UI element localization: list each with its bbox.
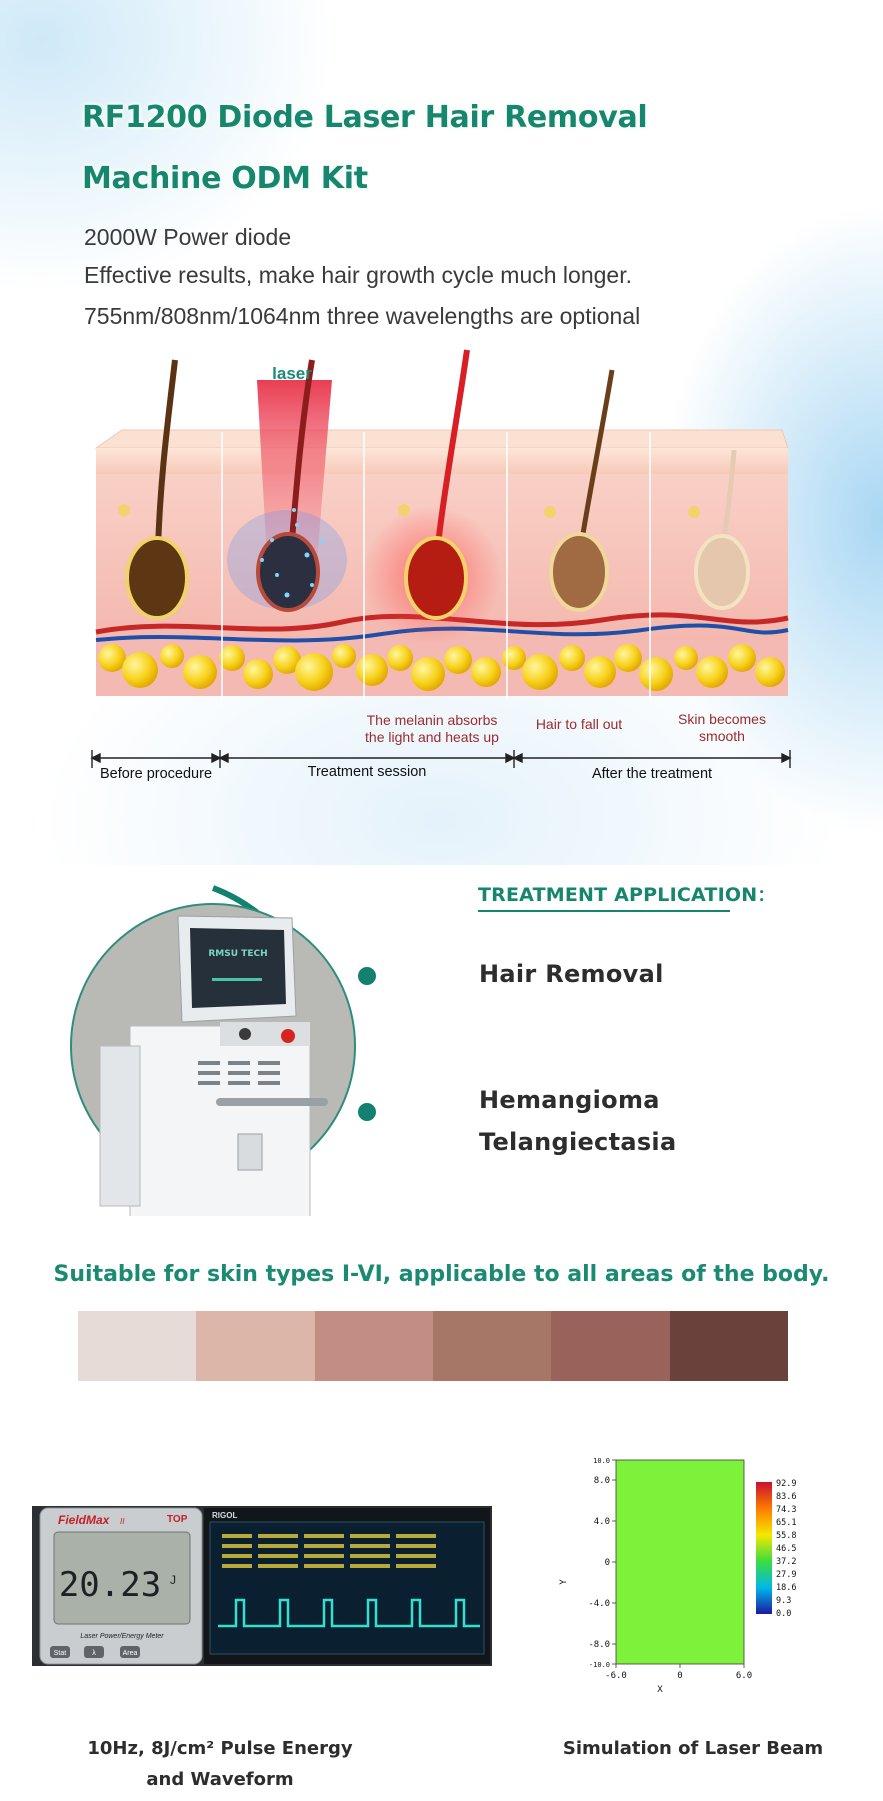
beam-y-tick: 10.0 xyxy=(593,1458,610,1465)
skin-types-caption: Suitable for skin types I-VI, applicable to all areas of the body. xyxy=(53,1262,830,1287)
skin-surface xyxy=(96,430,788,448)
treatment-application-heading: TREATMENT APPLICATION： xyxy=(478,884,777,906)
meter-button-stat: Stat xyxy=(53,1650,67,1657)
colorbar-label: 37.2 xyxy=(776,1557,797,1567)
stage-note-fall-out: Hair to fall out xyxy=(535,716,623,732)
energy-meter-and-oscilloscope-photo xyxy=(32,1506,492,1666)
scope-brand: RIGOL xyxy=(212,1511,238,1520)
beam-x-label: X xyxy=(657,1685,663,1695)
meter-model: TOP xyxy=(167,1514,188,1525)
colorbar-label: 9.3 xyxy=(776,1596,792,1606)
epidermis-layer xyxy=(96,448,788,474)
machine-logo: RMSU TECH xyxy=(208,949,268,959)
beam-y-tick: -10.0 xyxy=(588,1661,610,1669)
application-hemangioma: Hemangioma xyxy=(479,1086,660,1114)
meter-button-lambda: λ xyxy=(92,1650,96,1657)
skin-swatch-type-3 xyxy=(315,1311,433,1381)
machine-product-illustration xyxy=(70,876,400,1216)
skin-swatch-type-6 xyxy=(670,1311,788,1381)
arc-dot-icon xyxy=(358,1103,376,1121)
pulse-energy-caption-line-2: and Waveform xyxy=(146,1769,294,1790)
stage-note-smooth-2: smooth xyxy=(699,728,745,744)
page-title-line-1: RF1200 Diode Laser Hair Removal xyxy=(82,100,648,135)
colorbar-label: 18.6 xyxy=(776,1583,797,1593)
meter-button-area: Area xyxy=(122,1650,138,1657)
meter-brand-suffix: II xyxy=(120,1517,125,1526)
hair-removal-diagram xyxy=(82,340,812,800)
beam-simulation-caption: Simulation of Laser Beam xyxy=(562,1738,824,1759)
hero-section xyxy=(0,0,883,865)
application-hair-removal: Hair Removal xyxy=(479,960,664,988)
colorbar-label: 55.8 xyxy=(776,1531,797,1541)
feature-wavelengths: 755nm/808nm/1064nm three wavelengths are optional xyxy=(84,303,641,329)
colorbar-label: 92.9 xyxy=(776,1479,797,1489)
meter-device-label: Laser Power/Energy Meter xyxy=(80,1633,164,1640)
timeline-label-after: After the treatment xyxy=(591,766,713,782)
oscilloscope-screen xyxy=(204,1508,490,1664)
beam-y-tick: 8.0 xyxy=(593,1476,610,1486)
skin-swatch-type-1 xyxy=(78,1311,196,1381)
timeline-label-treatment: Treatment session xyxy=(307,764,427,780)
pulse-energy-caption xyxy=(60,1733,380,1795)
energy-meter-device xyxy=(40,1508,202,1664)
meter-reading: 20.23 xyxy=(58,1565,162,1605)
colorbar-label: 74.3 xyxy=(776,1505,797,1515)
colorbar-label: 46.5 xyxy=(776,1544,797,1554)
skin-swatch-type-2 xyxy=(196,1311,314,1381)
feature-results: Effective results, make hair growth cycle much longer. xyxy=(84,262,632,288)
arc-dot-icon xyxy=(358,967,376,985)
skin-swatch-type-5 xyxy=(551,1311,669,1381)
stage-note-smooth-1: Skin becomes xyxy=(678,711,766,727)
beam-x-tick: -6.0 xyxy=(605,1671,627,1681)
beam-x-tick: 6.0 xyxy=(735,1671,753,1681)
beam-heatmap xyxy=(616,1460,744,1664)
timeline-label-before: Before procedure xyxy=(99,766,213,782)
heading-underline xyxy=(478,910,730,912)
beam-x-tick: 0 xyxy=(677,1671,683,1681)
beam-y-tick: 4.0 xyxy=(593,1517,610,1527)
skin-type-swatches xyxy=(78,1311,788,1381)
stage-note-melanin-2: the light and heats up xyxy=(365,729,499,745)
meter-unit: J xyxy=(170,1573,176,1587)
beam-y-label: Y xyxy=(559,1579,569,1585)
beam-colorbar xyxy=(756,1482,772,1614)
application-telangiectasia: Telangiectasia xyxy=(479,1128,677,1156)
meter-brand: FieldMax xyxy=(58,1513,110,1527)
colorbar-label: 83.6 xyxy=(776,1492,797,1502)
beam-y-tick: -4.0 xyxy=(588,1599,610,1609)
laser-beam-simulation-plot xyxy=(552,1458,822,1698)
pulse-energy-caption-line-1: 10Hz, 8J/cm² Pulse Energy xyxy=(87,1738,353,1759)
page-title-line-2: Machine ODM Kit xyxy=(82,161,368,196)
beam-y-tick: -8.0 xyxy=(588,1640,610,1650)
skin-swatch-type-4 xyxy=(433,1311,551,1381)
laser-label: laser xyxy=(272,364,312,383)
colorbar-label: 0.0 xyxy=(776,1609,792,1619)
feature-power: 2000W Power diode xyxy=(84,224,292,250)
colorbar-label: 27.9 xyxy=(776,1570,797,1580)
beam-y-tick: 0 xyxy=(604,1558,610,1568)
colorbar-label: 65.1 xyxy=(776,1518,797,1528)
stage-note-melanin-1: The melanin absorbs xyxy=(366,712,498,728)
